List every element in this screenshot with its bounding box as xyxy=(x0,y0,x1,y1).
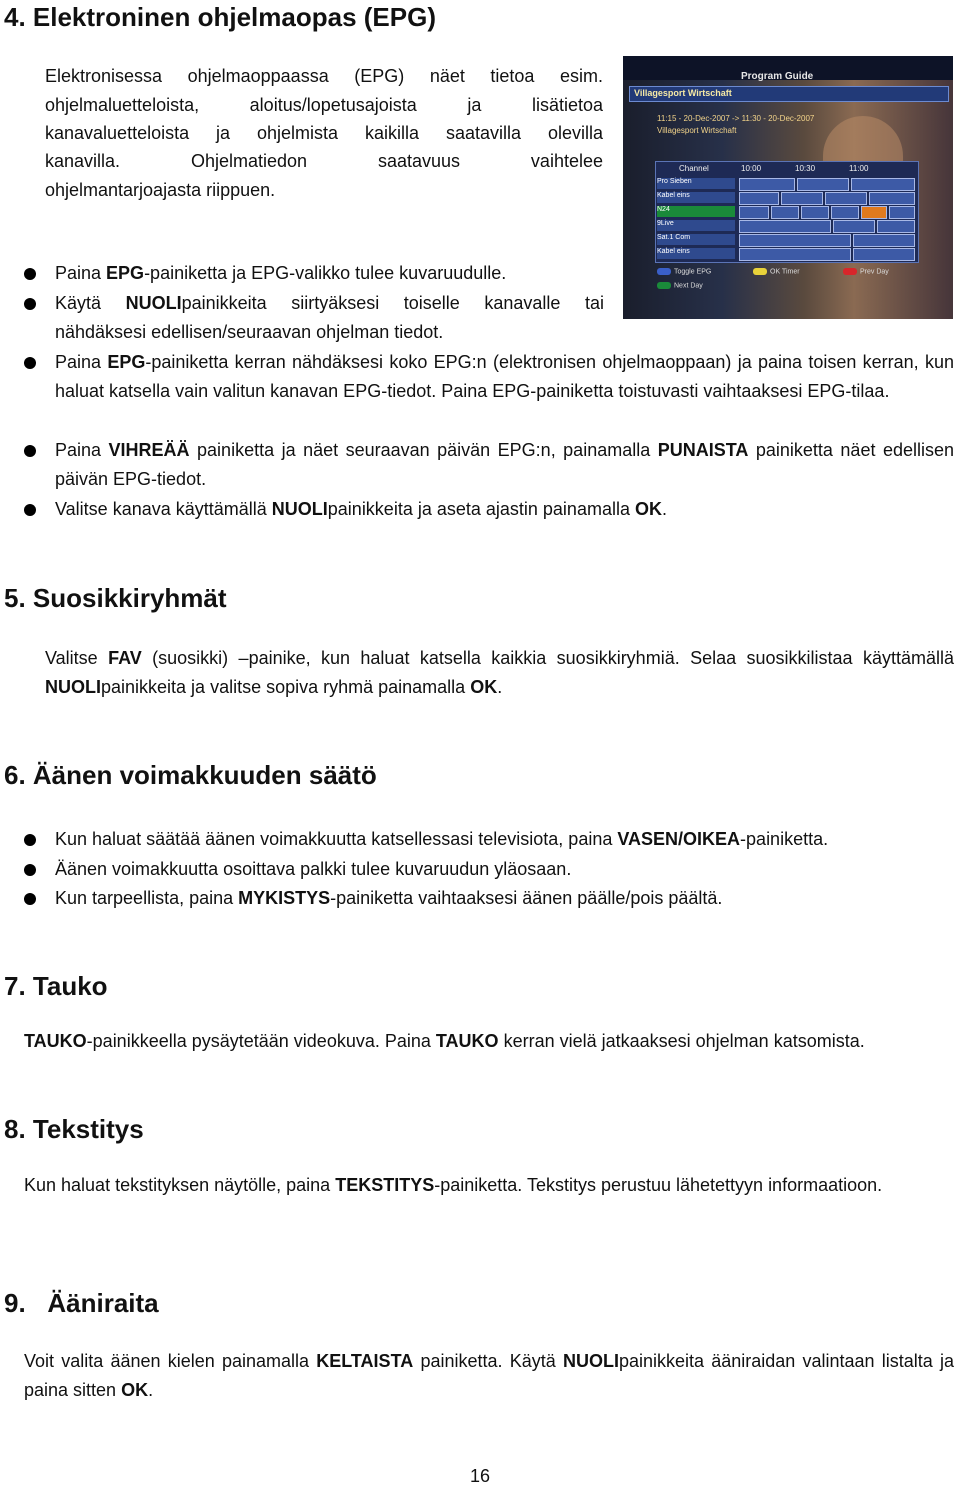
epg-screenshot-cell xyxy=(889,206,915,219)
epg-screenshot-channel: Villagesport Wirtschaft xyxy=(634,88,732,98)
epg-intro-line: ohjelmaluetteloista, aloitus/lopetusajoista ja lisätietoa xyxy=(45,95,603,115)
section-heading-subtitles: 8. Tekstitys xyxy=(4,1114,144,1144)
epg-screenshot-channel-row: Sat.1 Com xyxy=(657,234,735,245)
bullet-icon xyxy=(24,864,36,876)
epg-screenshot-cell xyxy=(797,178,849,191)
epg-intro-line: kanavaluetteloista ja ohjelmista kaikilla saatavilla olevilla xyxy=(45,123,603,143)
epg-screenshot-cell xyxy=(739,220,831,233)
epg-screenshot-time: 11:00 xyxy=(849,164,869,173)
list-item: Kun haluat säätää äänen voimakkuutta katsellessasi televisiota, paina VASEN/OIKEA-painiketta. xyxy=(24,825,954,854)
epg-screenshot-cell xyxy=(831,206,859,219)
section-heading-epg: 4. Elektroninen ohjelmaopas (EPG) xyxy=(4,2,436,32)
epg-screenshot-cell xyxy=(771,206,799,219)
epg-screenshot-info: 11:15 - 20-Dec-2007 -> 11:30 - 20-Dec-2007 xyxy=(657,114,815,123)
section-heading-favorites: 5. Suosikkiryhmät xyxy=(4,583,227,613)
epg-screenshot-cell xyxy=(853,234,915,247)
epg-screenshot-cell xyxy=(869,192,915,205)
list-item: Paina VIHREÄÄ painiketta ja näet seuraavan päivän EPG:n, painamalla PUNAISTA painiketta näet edellisen päivän EPG-tiedot. xyxy=(24,436,954,494)
epg-screenshot-legend: Toggle EPG xyxy=(657,268,711,275)
bullet-icon xyxy=(24,504,36,516)
epg-screenshot-title: Program Guide xyxy=(741,71,814,82)
bullet-icon xyxy=(24,893,36,905)
list-item: Käytä NUOLIpainikkeita siirtyäksesi toiselle kanavalle tai nähdäksesi edellisen/seuraavan ohjelman tiedot. xyxy=(24,289,604,347)
epg-screenshot-cell xyxy=(833,220,875,233)
bullet-icon xyxy=(24,834,36,846)
subtitles-paragraph: Kun haluat tekstityksen näytölle, paina TEKSTITYS-painiketta. Tekstitys perustuu lähetettyyn informaatioon. xyxy=(24,1175,883,1195)
epg-screenshot-channel-row: Kabel eins xyxy=(657,192,735,203)
epg-screenshot-cell xyxy=(877,220,915,233)
epg-screenshot-cell xyxy=(739,192,779,205)
list-item: Valitse kanava käyttämällä NUOLIpainikkeita ja aseta ajastin painamalla OK. xyxy=(24,495,954,524)
epg-screenshot-legend: OK Timer xyxy=(753,268,800,275)
epg-screenshot-cell xyxy=(739,234,851,247)
list-item: Kun tarpeellista, paina MYKISTYS-painiketta vaihtaaksesi äänen päälle/pois päältä. xyxy=(24,884,954,913)
pause-paragraph: TAUKO-painikkeella pysäytetään videokuva. Paina TAUKO kerran vielä jatkaaksesi ohjelman katsomista. xyxy=(24,1031,865,1051)
list-item: Paina EPG-painiketta ja EPG-valikko tulee kuvaruudulle. xyxy=(24,259,954,288)
epg-screenshot-legend: Next Day xyxy=(657,282,703,289)
epg-screenshot-cell xyxy=(851,178,915,191)
bullet-icon xyxy=(24,445,36,457)
epg-screenshot-channel-row: N24 xyxy=(657,206,735,217)
page-number: 16 xyxy=(469,1466,491,1486)
list-item: Paina EPG-painiketta kerran nähdäksesi koko EPG:n (elektronisen ohjelmaoppaan) ja paina toisen kerran, kun haluat katsella vain valitun kanavan EPG-tiedot. Paina EPG-painiketta toistuvasti vaihtaaksesi EPG-tilaa. xyxy=(24,348,954,406)
epg-screenshot-legend: Prev Day xyxy=(843,268,889,275)
bullet-icon xyxy=(24,357,36,369)
list-item: Äänen voimakkuutta osoittava palkki tulee kuvaruudun yläosaan. xyxy=(24,855,954,884)
epg-screenshot-cell xyxy=(801,206,829,219)
epg-screenshot-cell xyxy=(825,192,867,205)
bullet-icon xyxy=(24,298,36,310)
epg-screenshot-cell-selected xyxy=(861,206,887,219)
section-heading-audio-track: 9. Ääniraita xyxy=(4,1288,159,1318)
epg-screenshot-cell xyxy=(781,192,823,205)
epg-screenshot-time: 10:30 xyxy=(795,164,816,173)
section-heading-volume: 6. Äänen voimakkuuden säätö xyxy=(4,760,377,790)
epg-screenshot-cell xyxy=(739,178,795,191)
epg-screenshot-cell xyxy=(739,206,769,219)
epg-intro-line: kanavilla. Ohjelmatiedon saatavuus vaihtelee xyxy=(45,151,603,171)
epg-screenshot-time: 10:00 xyxy=(741,164,762,173)
epg-screenshot-time: Channel xyxy=(679,164,709,173)
favorites-paragraph: Valitse FAV (suosikki) –painike, kun haluat katsella kaikkia suosikkiryhmiä. Selaa suosikkilistaa käyttämällä NUOLIpainikkeita ja valitse sopiva ryhmä painamalla OK. xyxy=(45,648,954,697)
epg-intro-line: ohjelmantarjoajasta riippuen. xyxy=(45,180,276,200)
section-heading-pause: 7. Tauko xyxy=(4,971,108,1001)
epg-intro-line: Elektronisessa ohjelmaoppaassa (EPG) näet tietoa esim. xyxy=(45,66,603,86)
epg-screenshot-channel-row: Pro Sieben xyxy=(657,178,735,189)
bullet-icon xyxy=(24,268,36,280)
epg-screenshot-channel-row: 9Live xyxy=(657,220,735,231)
epg-screenshot-info: Villagesport Wirtschaft xyxy=(657,126,737,135)
audio-track-paragraph: Voit valita äänen kielen painamalla KELTAISTA painiketta. Käytä NUOLIpainikkeita ääniraidan valintaan listalta ja paina sitten OK. xyxy=(24,1351,954,1400)
epg-screenshot-channel-row: Kabel eins xyxy=(657,248,735,259)
